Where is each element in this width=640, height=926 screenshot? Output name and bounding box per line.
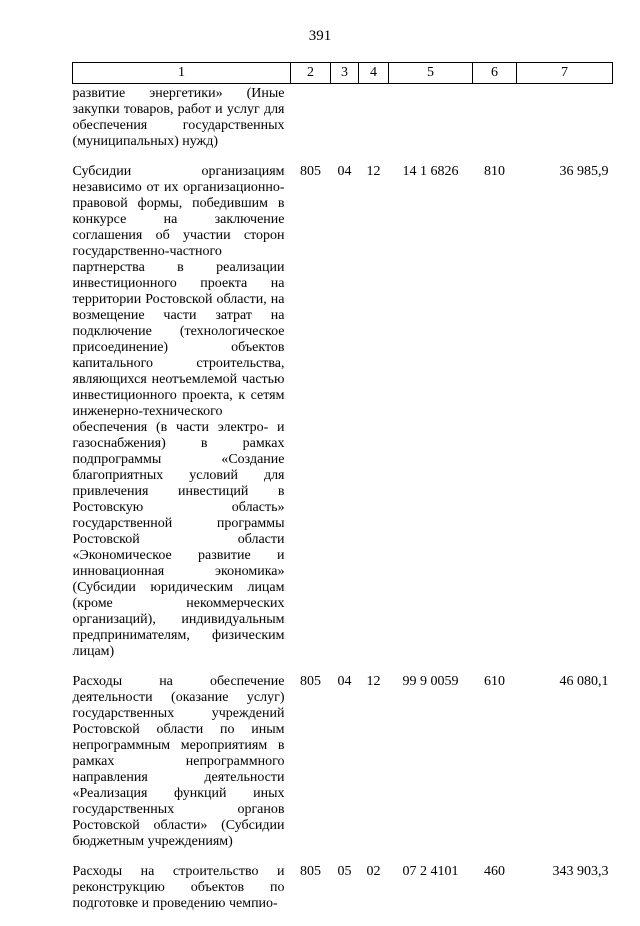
row-expense-type xyxy=(473,84,517,165)
row-section: 04 xyxy=(337,674,352,689)
row-subsection: 12 xyxy=(366,674,381,689)
table-row xyxy=(73,164,613,674)
row-sum: 343 903,3 xyxy=(552,864,609,879)
column-header-4: 4 xyxy=(359,63,389,84)
table-row xyxy=(73,864,613,926)
page-number: 391 xyxy=(308,28,332,44)
row-subsection: 02 xyxy=(366,864,381,879)
row-target-article: 99 9 0059 xyxy=(402,674,459,689)
row-subsection xyxy=(359,84,389,165)
column-header-7: 7 xyxy=(517,63,613,84)
row-sum xyxy=(517,84,613,165)
row-grbs xyxy=(291,84,331,165)
row-subsection: 12 xyxy=(366,164,381,179)
row-grbs: 805 xyxy=(300,164,321,179)
row-description: Расходы на строительство и реконструкцию объектов по подготовке и проведению чемпио- xyxy=(72,864,285,911)
column-header-2: 2 xyxy=(291,63,331,84)
row-description: развитие энергетики» (Иные закупки товаров, работ и услуг для обеспечения государственных (муниципальных) нужд) xyxy=(72,86,285,149)
row-description: Субсидии организациям независимо от их организационно-правовой формы, победившим в конкурсе на заключение соглашения об участии сторон государственно-частного партнерства в реализации инвестиционного проекта на территории Ростовской области, на возмещение части затрат на подключение (технологическое присоединение) объектов капитального строительства, являющихся неотъемлемой частью инвестиционного проекта, к сетям инженерно-технического обеспечения (в части электро- и газоснабжения) в рамках подпрограммы «Создание благоприятных условий для привлечения инвестиций в Ростовскую область» государственной программы Ростовской области «Экономическое развитие и инновационная экономика» (Субсидии юридическим лицам (кроме некоммерческих организаций), индивидуальным предпринимателям, физическим лицам) xyxy=(72,164,285,659)
column-header-5: 5 xyxy=(389,63,473,84)
row-target-article: 14 1 6826 xyxy=(402,164,459,179)
table-row xyxy=(73,674,613,864)
row-sum: 46 080,1 xyxy=(559,674,609,689)
row-section: 05 xyxy=(337,864,352,879)
row-expense-type: 610 xyxy=(484,674,505,689)
row-expense-type: 460 xyxy=(484,864,505,879)
row-sum: 36 985,9 xyxy=(559,164,609,179)
table-header-row xyxy=(73,63,613,84)
table-row xyxy=(73,84,613,165)
row-target-article: 07 2 4101 xyxy=(402,864,459,879)
row-grbs: 805 xyxy=(300,864,321,879)
row-grbs: 805 xyxy=(300,674,321,689)
budget-table-container xyxy=(72,62,612,926)
row-description: Расходы на обеспечение деятельности (оказание услуг) государственных учреждений Ростовской области по иным непрограммным мероприятиям в рамках непрограммного направления деятельности «Реализация функций иных государственных органов Ростовской области» (Субсидии бюджетным учреждениям) xyxy=(72,674,285,849)
column-header-3: 3 xyxy=(331,63,359,84)
budget-table xyxy=(72,62,613,926)
column-header-1: 1 xyxy=(73,63,291,84)
row-section: 04 xyxy=(337,164,352,179)
row-expense-type: 810 xyxy=(484,164,505,179)
row-section xyxy=(331,84,359,165)
row-target-article xyxy=(389,84,473,165)
column-header-6: 6 xyxy=(473,63,517,84)
